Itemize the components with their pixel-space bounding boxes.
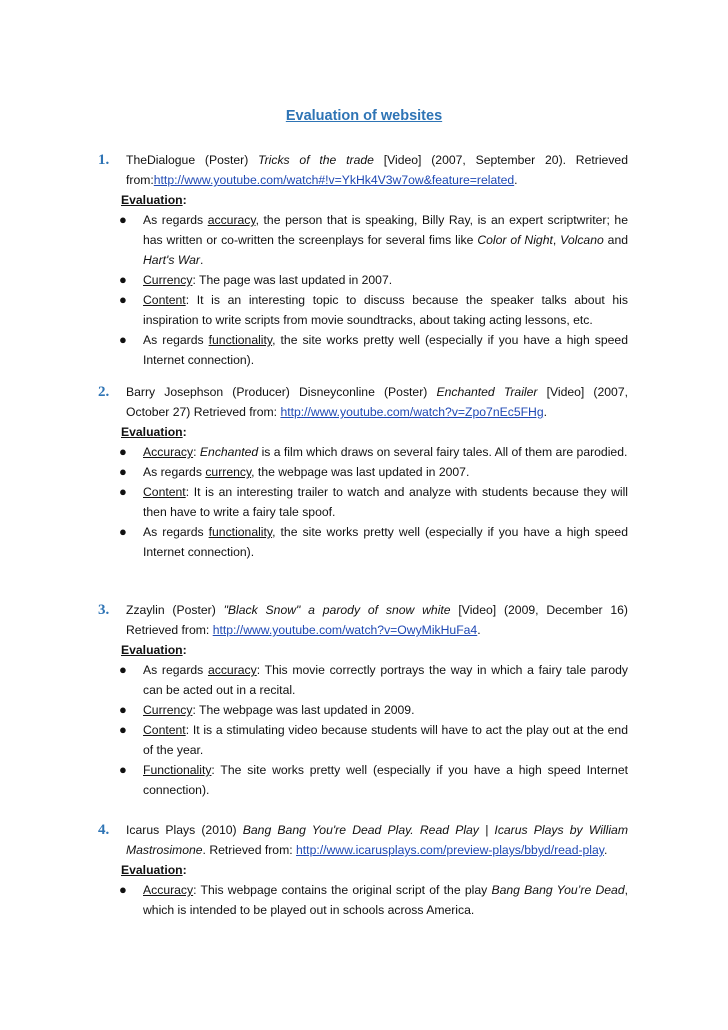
reference-entry-3 <box>98 600 628 800</box>
page-title: Evaluation of websites <box>285 108 443 124</box>
bullet-icon: ● <box>119 272 127 287</box>
citation-text: [Video] (2007, October 27) Retrieved from: <box>126 385 628 419</box>
citation-link[interactable]: http://www.youtube.com/watch?v=Zpo7nEc5FHg <box>280 405 544 419</box>
entry-number: 1. <box>98 152 110 168</box>
criterion-item: ● Content: It is a stimulating video because students will have to act the play out at the end of the year. <box>119 722 628 757</box>
criterion-item: ● Currency: The webpage was last updated in 2009. <box>98 700 628 720</box>
citation-title: "Black Snow" a parody of snow white <box>223 603 451 617</box>
bullet-icon: ● <box>119 484 127 499</box>
citation-text: Barry Josephson (Producer) Disneyconline (Poster) <box>126 385 437 399</box>
citation-text: . <box>543 405 548 419</box>
bullet-icon: ● <box>119 444 127 459</box>
citation-title: Tricks of the trade <box>258 153 374 167</box>
evaluation-label: Evaluation: <box>121 643 187 657</box>
criterion-item: ● Currency: The page was last updated in 2007. <box>98 270 628 290</box>
criterion-item: ● As regards currency, the webpage was last updated in 2007. <box>98 462 628 482</box>
bullet-icon: ● <box>119 292 127 307</box>
reference-entry-1 <box>98 150 628 370</box>
evaluation-label-text: Evaluation <box>121 863 183 877</box>
criterion-item: ● As regards accuracy: This movie correctly portrays the way in which a fairy tale parody can be acted out in a recital. <box>119 662 628 697</box>
entry-number: 2. <box>98 384 110 400</box>
bullet-icon: ● <box>119 882 127 897</box>
bullet-icon: ● <box>119 332 127 347</box>
criterion-item: ● Content: It is an interesting trailer to watch and analyze with students because they will then have to write a fairy tale spoof. <box>119 484 628 519</box>
criterion-item: ● Accuracy: This webpage contains the original script of the play Bang Bang You’re Dead, which is intended to be played out in schools across America. <box>119 882 628 917</box>
criterion-item: ● As regards functionality, the site works pretty well (especially if you have a high speed Internet connection). <box>119 524 628 559</box>
citation-title: Enchanted Trailer <box>436 385 538 399</box>
reference-entry-4 <box>98 820 628 920</box>
citation-text: TheDialogue (Poster) <box>126 153 259 167</box>
evaluation-label: Evaluation: <box>121 193 187 207</box>
citation <box>126 820 628 860</box>
citation-text: Zzaylin (Poster) <box>126 603 224 617</box>
evaluation-label-text: Evaluation <box>121 643 183 657</box>
criteria-list <box>98 210 628 370</box>
citation-text: [Video] (2009, December 16) Retrieved from: <box>126 603 628 637</box>
criterion-item: ● Content: It is an interesting topic to discuss because the speaker talks about his inspiration to write scripts from movie soundtracks, about taking acting lessons, etc. <box>119 292 628 327</box>
entry-number: 3. <box>98 602 110 618</box>
citation-text: . Retrieved from: <box>202 843 297 857</box>
bullet-icon: ● <box>119 702 127 717</box>
evaluation-label-text: Evaluation <box>121 425 183 439</box>
citation-text: . <box>604 843 608 857</box>
bullet-icon: ● <box>119 662 127 677</box>
citation <box>126 600 628 640</box>
evaluation-label: Evaluation: <box>121 425 187 439</box>
evaluation-label: Evaluation: <box>121 863 187 877</box>
criterion-item: ● Accuracy: Enchanted is a film which draws on several fairy tales. All of them are parodied. <box>98 442 628 462</box>
criteria-list <box>98 442 628 562</box>
criterion-item: ● As regards functionality, the site works pretty well (especially if you have a high speed Internet connection). <box>119 332 628 367</box>
criterion-item: ● Functionality: The site works pretty well (especially if you have a high speed Internet connection). <box>119 762 628 797</box>
criteria-list <box>98 880 628 920</box>
bullet-icon: ● <box>119 464 127 479</box>
citation <box>126 382 628 422</box>
evaluation-label-text: Evaluation <box>121 193 183 207</box>
citation-text: . <box>514 173 518 187</box>
reference-entry-2 <box>98 382 628 562</box>
citation-link[interactable]: http://www.youtube.com/watch?v=OwyMikHuFa4 <box>212 623 478 637</box>
entry-number: 4. <box>98 822 110 838</box>
criterion-item: ● As regards accuracy, the person that is speaking, Billy Ray, is an expert scriptwriter; he has written or co-written the screenplays for several fims like Color of Night, Volcano and Hart's War. <box>119 212 628 267</box>
citation-text: . <box>477 623 481 637</box>
citation-text: Icarus Plays (2010) <box>126 823 243 837</box>
bullet-icon: ● <box>119 524 127 539</box>
citation-link[interactable]: http://www.youtube.com/watch#!v=YkHk4V3w7ow&feature=related <box>153 173 515 187</box>
criteria-list <box>98 660 628 800</box>
citation <box>126 150 628 190</box>
citation-title: Bang Bang You're Dead Play. Read Play | Icarus Plays by William Mastrosimone <box>126 823 628 857</box>
citation-link[interactable]: http://www.icarusplays.com/preview-plays/bbyd/read-play <box>296 843 604 857</box>
bullet-icon: ● <box>119 722 127 737</box>
bullet-icon: ● <box>119 212 127 227</box>
bullet-icon: ● <box>119 762 127 777</box>
citation-text: [Video] (2007, September 20). Retrieved from: <box>126 153 628 187</box>
